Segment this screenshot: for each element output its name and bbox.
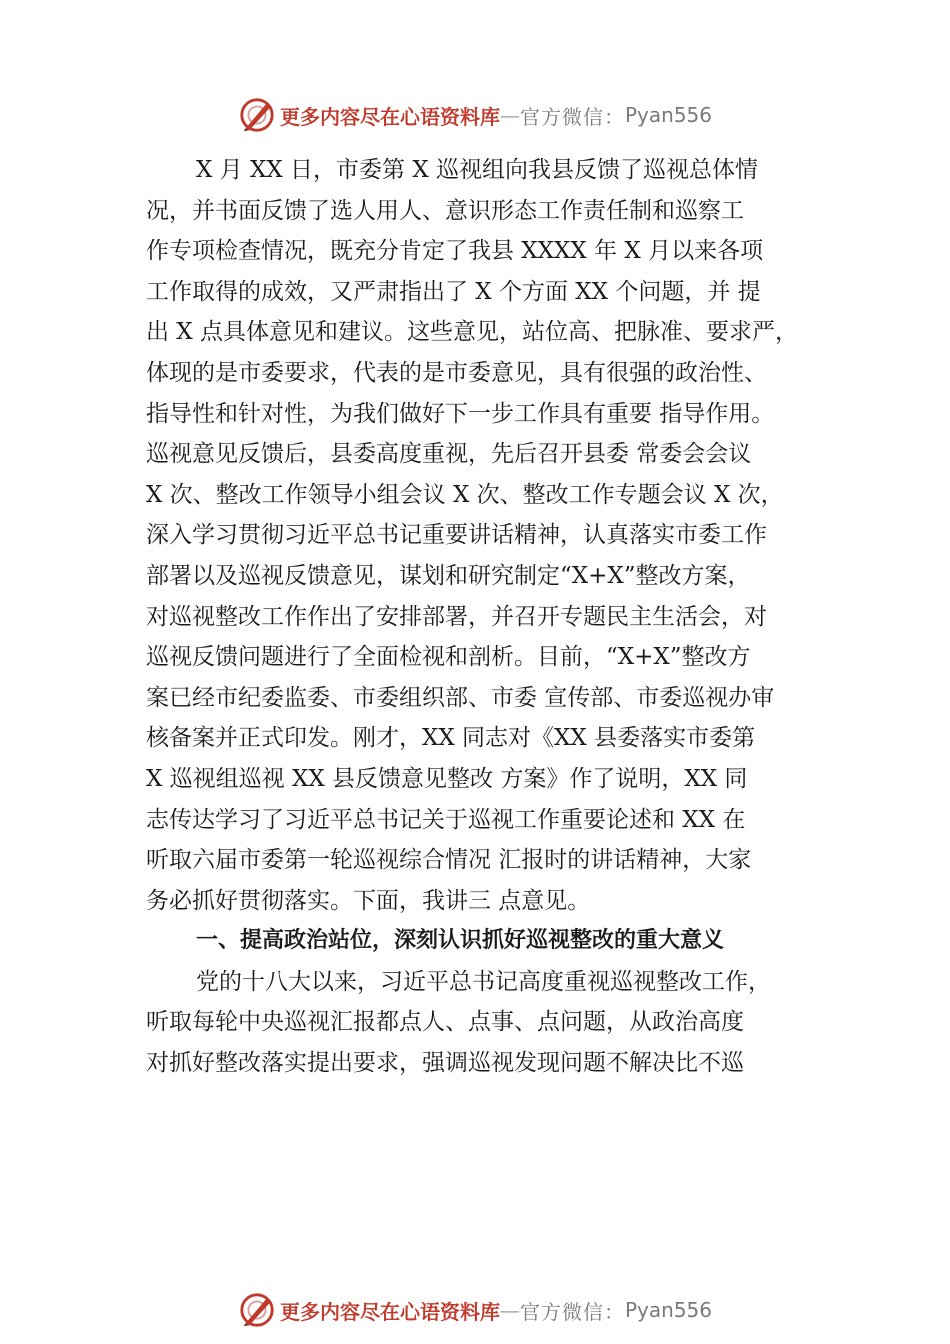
pen-logo-icon bbox=[238, 1291, 276, 1329]
watermark-title: 更多内容尽在心语资料库 bbox=[280, 1299, 500, 1324]
text-line: 体现的是市委要求，代表的是市委意见，具有很强的政治性、 bbox=[146, 359, 767, 386]
text-line: X 月 XX 日，市委第 X 巡视组向我县反馈了巡视总体情 bbox=[196, 157, 759, 183]
text-line: 案已经市纪委监委、市委组织部、市委 宣传部、市委巡视办审 bbox=[146, 684, 775, 711]
text-line: X 次、整改工作领导小组会议 X 次、整改工作专题会议 X 次， bbox=[146, 481, 784, 508]
watermark-dash: — bbox=[500, 103, 520, 127]
watermark-header bbox=[238, 95, 712, 135]
text-line: 对抓好整改落实提出要求，强调巡视发现问题不解决比不巡 bbox=[146, 1050, 744, 1077]
watermark-footer bbox=[238, 1290, 712, 1330]
text-line: 听取每轮中央巡视汇报都点人、点事、点问题，从政治高度 bbox=[146, 1009, 744, 1036]
text-line: 务必抓好贯彻落实。下面，我讲三 点意见。 bbox=[146, 887, 591, 914]
text-line: 巡视意见反馈后，县委高度重视，先后召开县委 常委会会议 bbox=[146, 441, 752, 468]
pen-logo-icon bbox=[238, 96, 276, 134]
document-body bbox=[146, 150, 846, 1084]
text-line: 对巡视整改工作作出了安排部署，并召开专题民主生活会，对 bbox=[146, 603, 767, 630]
watermark-label: 官方微信： bbox=[520, 1299, 625, 1324]
text-line: 党的十八大以来，习近平总书记高度重视巡视整改工作， bbox=[196, 968, 771, 995]
watermark-handle: Pyan556 bbox=[625, 1298, 713, 1322]
text-line: 巡视反馈问题进行了全面检视和剖析。目前，“X+X”整改方 bbox=[146, 644, 751, 671]
text-line: 核备案并正式印发。刚才，XX 同志对《XX 县委落实市委第 bbox=[146, 725, 756, 752]
text-line: 志传达学习了习近平总书记关于巡视工作重要论述和 XX 在 bbox=[146, 806, 746, 833]
watermark-handle: Pyan556 bbox=[625, 103, 713, 127]
section-heading: 一、提高政治站位，深刻认识抓好巡视整改的重大意义 bbox=[196, 928, 725, 954]
watermark-label: 官方微信： bbox=[520, 104, 625, 129]
text-line: 听取六届市委第一轮巡视综合情况 汇报时的讲话精神，大家 bbox=[146, 847, 752, 874]
text-line: 工作取得的成效，又严肃指出了 X 个方面 XX 个问题，并 提 bbox=[146, 278, 761, 305]
text-line: 深入学习贯彻习近平总书记重要讲话精神，认真落实市委工作 bbox=[146, 522, 767, 549]
text-line: 部署以及巡视反馈意见，谋划和研究制定“X+X”整改方案， bbox=[146, 562, 751, 589]
text-line: X 巡视组巡视 XX 县反馈意见整改 方案》作了说明，XX 同 bbox=[146, 765, 748, 792]
watermark-dash: — bbox=[500, 1298, 520, 1322]
text-line: 出 X 点具体意见和建议。这些意见，站位高、把脉准、要求严， bbox=[146, 319, 798, 346]
text-line: 指导性和针对性，为我们做好下一步工作具有重要 指导作用。 bbox=[146, 400, 775, 427]
watermark-title: 更多内容尽在心语资料库 bbox=[280, 104, 500, 129]
text-line: 况，并书面反馈了选人用人、意识形态工作责任制和巡察工 bbox=[146, 197, 744, 224]
text-line: 作专项检查情况，既充分肯定了我县 XXXX 年 X 月以来各项 bbox=[146, 238, 764, 265]
